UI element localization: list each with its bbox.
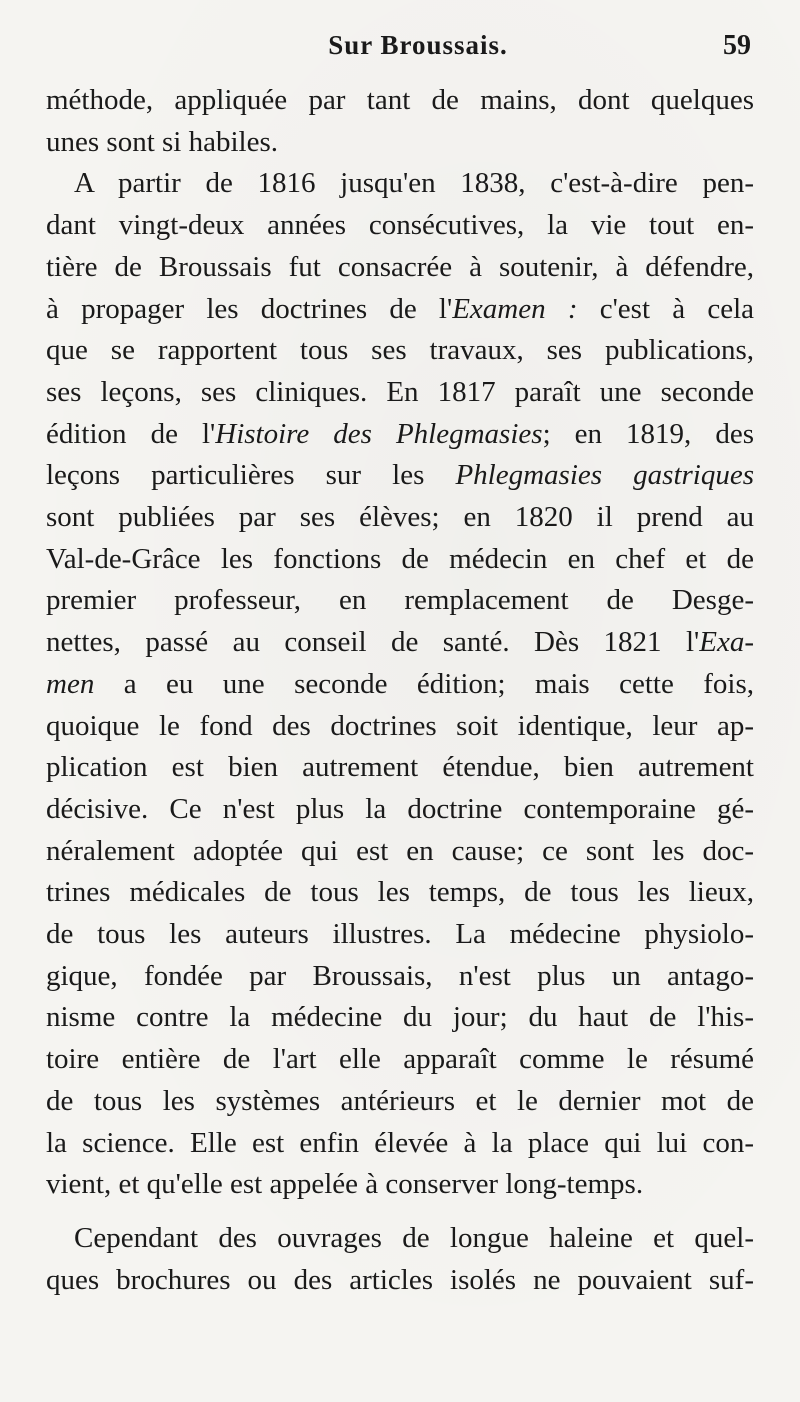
text-line: quoique le fond des doctrines soit identique, leur ap- <box>46 709 754 742</box>
text-line: toire entière de l'art elle apparaît comme le résumé <box>46 1043 754 1076</box>
text-line: gique, fondée par Broussais, n'est plus un antago- <box>46 959 754 992</box>
text-line: leçons particulières sur les Phlegmasies gastriques <box>46 459 754 492</box>
text-line: ses leçons, ses cliniques. En 1817 paraît une seconde <box>46 375 754 408</box>
text-line: la science. Elle est enfin élevée à la place qui lui con- <box>46 1126 754 1159</box>
text-line: sont publiées par ses élèves; en 1820 il prend au <box>46 501 754 534</box>
text-line: de tous les systèmes antérieurs et le dernier mot de <box>46 1084 754 1117</box>
text-line: Val-de-Grâce les fonctions de médecin en chef et de <box>46 542 754 575</box>
text-line: à propager les doctrines de l'Examen : c'est à cela <box>46 292 754 325</box>
text-line: plication est bien autrement étendue, bien autrement <box>46 751 754 784</box>
text-line: premier professeur, en remplacement de Desge- <box>46 584 754 617</box>
paragraph-3-cont <box>46 1260 754 1302</box>
text-line: de tous les auteurs illustres. La médecine physiolo- <box>46 918 754 951</box>
text-line: nisme contre la médecine du jour; du haut de l'his- <box>46 1001 754 1034</box>
text-line: A partir de 1816 jusqu'en 1838, c'est-à-dire pen- <box>74 167 754 200</box>
text-line: vient, et qu'elle est appelée à conserver long-temps. <box>46 1168 644 1201</box>
body-text <box>46 80 754 1301</box>
text-line: men a eu une seconde édition; mais cette fois, <box>46 667 754 700</box>
paragraph-2 <box>46 163 754 205</box>
text-line: tière de Broussais fut consacrée à soutenir, à défendre, <box>46 250 754 283</box>
text-line: Cependant des ouvrages de longue haleine et quel- <box>74 1221 754 1254</box>
text-line: décisive. Ce n'est plus la doctrine contemporaine gé- <box>46 792 754 825</box>
text-line: nettes, passé au conseil de santé. Dès 1821 l'Exa- <box>46 626 754 659</box>
paragraph-3 <box>46 1218 754 1260</box>
text-line: néralement adoptée qui est en cause; ce sont les doc- <box>46 834 754 867</box>
text-line: édition de l'Histoire des Phlegmasies; en 1819, des <box>46 417 754 450</box>
running-head: Sur Broussais. <box>328 30 508 60</box>
paragraph-2-cont <box>46 205 754 1206</box>
text-line: dant vingt-deux années consécutives, la vie tout en- <box>46 209 754 242</box>
text-line: ques brochures ou des articles isolés ne pouvaient suf- <box>46 1263 754 1296</box>
text-line: unes sont si habiles. <box>46 125 278 158</box>
text-line: trines médicales de tous les temps, de tous les lieux, <box>46 876 754 909</box>
text-line: que se rapportent tous ses travaux, ses publications, <box>46 334 754 367</box>
page-header <box>48 30 753 70</box>
page-number: 59 <box>723 30 751 61</box>
paragraph-1 <box>46 80 754 163</box>
text-line: méthode, appliquée par tant de mains, dont quelques <box>46 84 754 116</box>
